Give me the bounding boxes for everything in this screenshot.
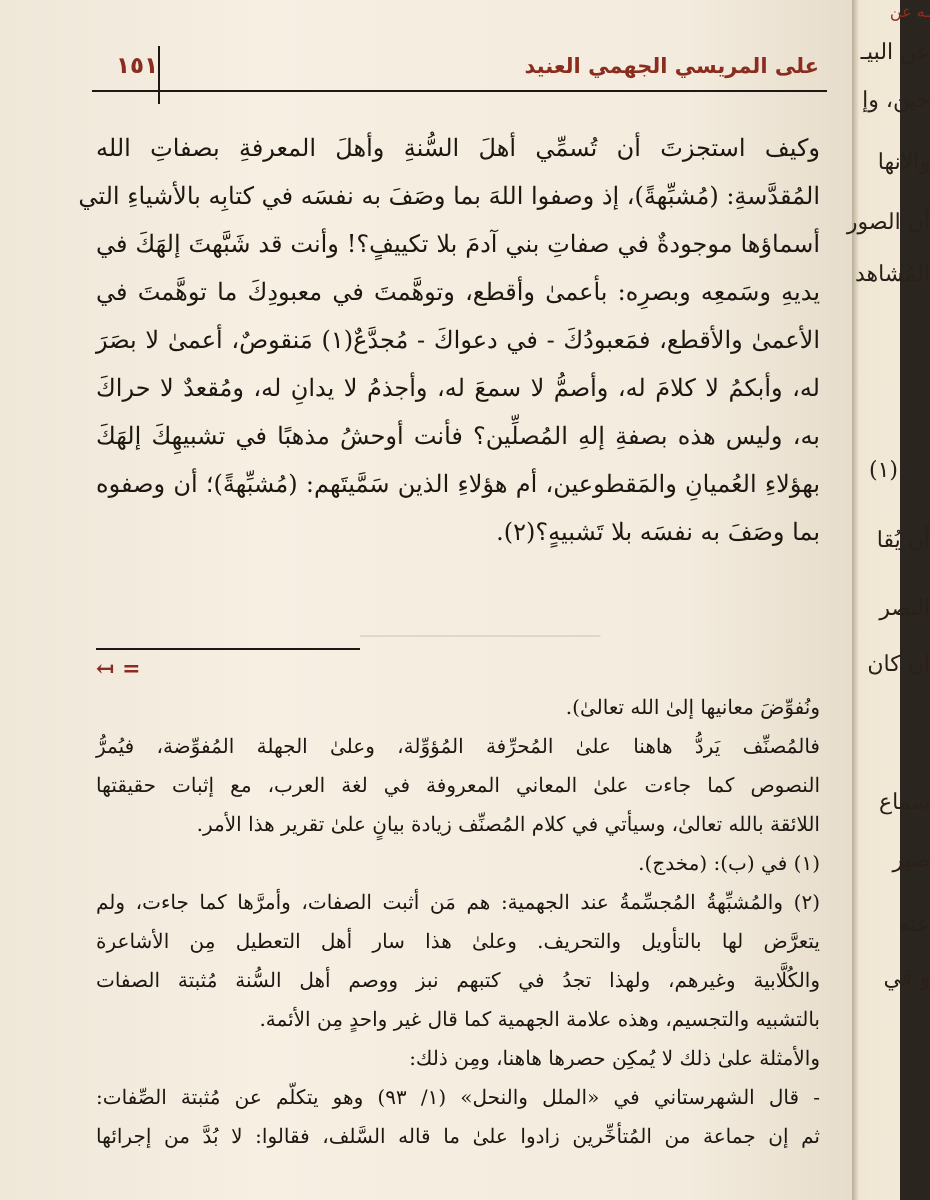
facing-page-fragment: المُشاهد (854, 262, 930, 287)
running-header (92, 40, 827, 100)
footnote-line: فالمُصنِّف يَردُّ هاهنا علىٰ المُحرِّفة المُؤوِّلة، وعلىٰ الجهلة المُفوِّضة، فيُمرُّ (96, 734, 820, 758)
text-line: بهؤلاءِ العُميانِ والمَقطوعين، أم هؤلاءِ الذين سَمَّيتَهم: (مُشبِّهةً)؛ أن وصفوه (96, 470, 820, 498)
facing-page-fragment: أن يُقا (876, 528, 930, 553)
text-line: أسماؤها موجودةٌ في صفاتِ بني آدمَ بلا تكييفٍ؟! وأنت قد شَبَّهتَ إلهَكَ في (96, 230, 820, 258)
text-line: المُقدَّسةِ: (مُشبِّهةً)، إذ وصفوا اللهَ بما وصَفَ به نفسَه في كتابِه بالأشياءِ التي (78, 182, 820, 210)
text-line: يديهِ وسَمعِه وبصرِه: بأعمىٰ وأقطع، وتوهَّمتَ في معبودِكَ ما توهَّمتَ في (96, 278, 820, 306)
footnote-1: (١) في (ب): (مخدج). (638, 851, 820, 875)
facing-page-edge (846, 0, 930, 1200)
footnote-line: ثم إن جماعة من المُتأخِّرين زادوا علىٰ ما قاله السَّلف، فقالوا: لا بُدَّ من إجرائها (96, 1124, 820, 1148)
running-title: على المريسي الجهمي العنيد (524, 54, 819, 78)
continuation-mark: ↤ = (96, 656, 141, 682)
page-number: ١٥١ (116, 53, 159, 79)
footnote-line: ونُفوِّضَ معانيها إلىٰ الله تعالىٰ). (565, 695, 820, 719)
footnote-line: بالتشبيه والتجسيم، وهذه علامة الجهمية كما قال غير واحدٍ مِن الأئمة. (259, 1007, 820, 1031)
footnotes (96, 688, 820, 1156)
facing-page-fragment: ان كان (867, 652, 930, 677)
facing-page-fragment: حين، وإ (862, 88, 930, 113)
facing-page-fragment: البصر (879, 596, 930, 621)
text-line: وكيف استجزتَ أن تُسمِّي أهلَ السُّنةِ وأهلَ المعرفةِ بصفاتِ الله (96, 134, 820, 162)
facing-page-fragment: عن البيـ (860, 40, 930, 65)
bleed-through-text: ـــــــــــــــــــــــــــــــــــــــــ (360, 618, 601, 642)
text-line: الأعمىٰ والأقطع، فمَعبودُكَ - في دعواكَ - مُجدَّعٌ(١) مَنقوصٌ، أعمىٰ لا بصَرَ (96, 326, 820, 354)
footnote-line: - قال الشهرستاني في «الملل والنحل» (١/ ٩٣) وهو يتكلّم عن مُثبتة الصِّفات: (96, 1085, 820, 1109)
facing-page-fragment: ـه عن (889, 2, 930, 21)
continuation-arrow-icon: ↤ (96, 656, 115, 682)
footnote-line: النصوص كما جاءت علىٰ المعاني المعروفة في لغة العرب، مع إثبات حقيقتها (96, 773, 820, 797)
footnote-line: والكُلَّابية وغيرهم، ولهذا تجدُ في كتبهم نبز ووصم أهل السُّنة مُثبتة الصفات (96, 968, 820, 992)
main-text (78, 124, 820, 556)
facing-page-fragment: سماع (879, 790, 930, 815)
facing-page-fragment: (١) (868, 458, 898, 483)
header-divider (158, 46, 160, 104)
text-line: بما وصَفَ به نفسَه بلا تَشبيهٍ؟(٢). (496, 518, 820, 546)
facing-page-fragment: أن الصور (846, 210, 930, 235)
text-line: له، وأبكمُ لا كلامَ له، وأصمُّ لا سمعَ له، وأجذمُ لا يدانِ له، ومُقعدٌ لا حراكَ (96, 374, 820, 402)
footnote-separator (96, 648, 360, 650)
text-line: به، وليس هذه بصفةِ إلهِ المُصلِّين؟ فأنت أوحشُ مذهبًا في تشبيهِكَ إلهَكَ (96, 422, 820, 450)
footnote-2: (٢) والمُشبِّهةُ المُجسِّمةُ عند الجهمية: هم مَن أثبت الصفات، وأمرَّها كما جاءت، ولم (96, 890, 820, 914)
footnote-line: يتعرَّض لها بالتأويل والتحريف. وعلىٰ هذا سار أهل التعطيل مِن الأشاعرة (96, 929, 820, 953)
facing-page-fragment: والانها (877, 150, 930, 175)
header-rule (92, 90, 827, 92)
footnote-line: والأمثلة علىٰ ذلك لا يُمكِن حصرها هاهنا، ومِن ذلك: (409, 1046, 820, 1070)
footnote-line: اللائقة بالله تعالىٰ، وسيأتي في كلام المُصنِّف زيادة بيانٍ علىٰ تقرير هذا الأمر. (196, 812, 820, 836)
facing-page-fragment: و في (883, 966, 930, 991)
facing-page-fragment: صير (892, 848, 930, 873)
facing-page-fragment: عنه (898, 912, 930, 937)
